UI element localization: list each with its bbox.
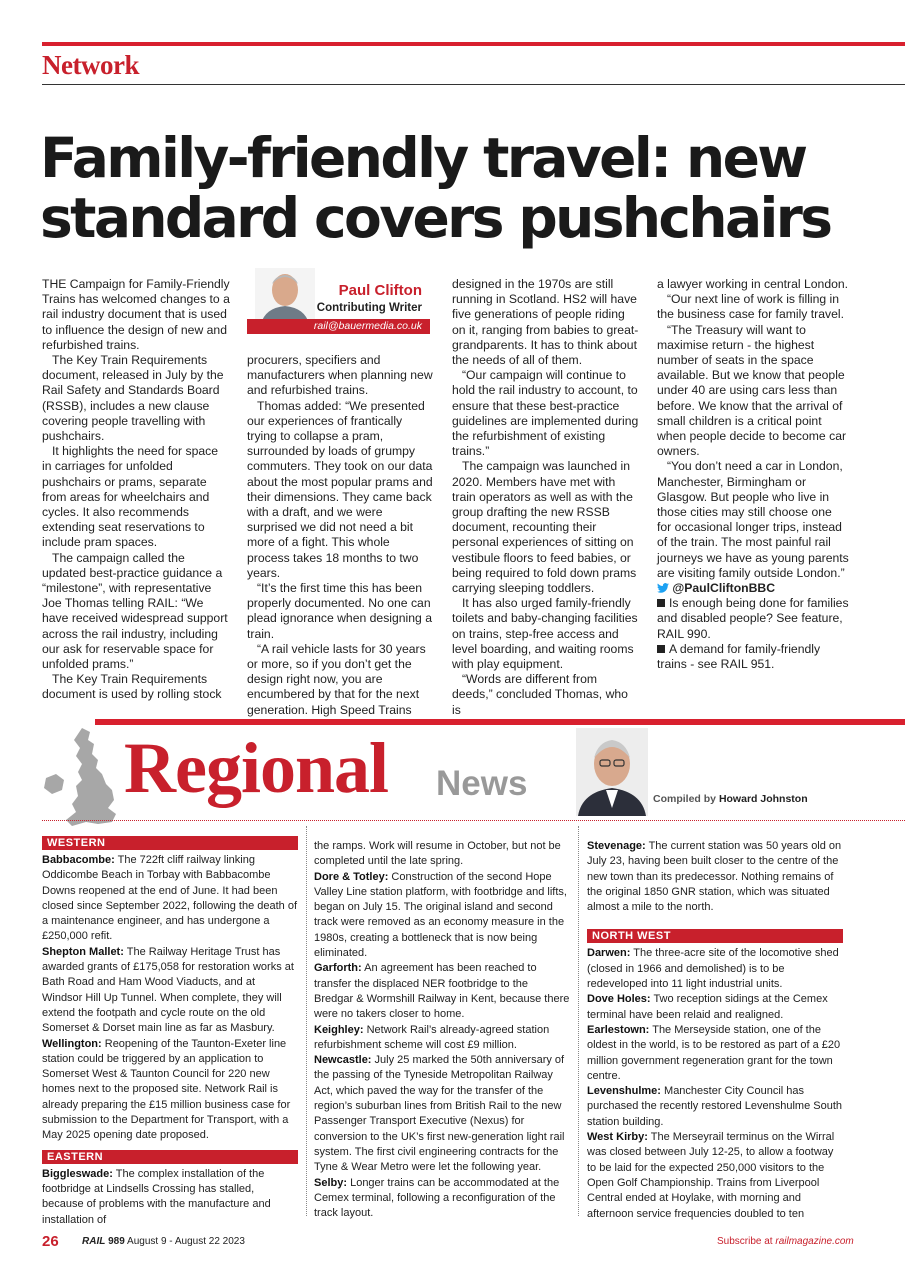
- news-item: Dore & Totley: Construction of the second Hope Valley Line station platform, with footbridge and lifts, began on July 15. The original island and second track were removed as an economy measure in the 1980s, creating a bottleneck that is now being eliminated.: [314, 870, 567, 960]
- article-column-3: [452, 277, 640, 718]
- paragraph: “The Treasury will want to maximise return - the highest number of seats in the space available. But we know that people under 40 are using cars less than before. We know that the arrival of small children is a critical point when people decide to become car owners.: [657, 322, 847, 459]
- issue-number: 989: [108, 1236, 125, 1247]
- compiled-by: [653, 793, 808, 805]
- paragraph: “Our next line of work is filling in the business case for family travel.: [657, 292, 844, 322]
- paragraph: procurers, specifiers and manufacturers when planning new and refurbished trains.: [247, 353, 433, 398]
- news-item: West Kirby: The Merseyrail terminus on the Wirral was closed between July 12-25, to allow a footway to be laid for the expected 250,000 visitors to the Open Golf Championship. Trains from Liverpool Central ended at Hoylake, with morning and afternoon service frequencies doubled to ten: [587, 1131, 835, 1220]
- paragraph: THE Campaign for Family-Friendly Trains has welcomed changes to a rail industry document that is used to influence the design of new and refurbished trains.: [42, 277, 230, 352]
- news-title: News: [436, 764, 528, 803]
- news-item: Keighley: Network Rail’s already-agreed station refurbishment scheme will cost £9 million.: [314, 1023, 550, 1051]
- issue-dates: August 9 - August 22 2023: [127, 1236, 245, 1247]
- column-divider: [306, 826, 307, 1216]
- news-item: Shepton Mallet: The Railway Heritage Trust has awarded grants of £175,058 for restoration works at Bath Road and Ham Wood Viaducts, and at Windsor Hill Up Tunnel. When complete, they will extend the footpath and cycle route on the old Somerset & Dorset main line as far as Masbury.: [42, 945, 294, 1035]
- regional-column-1: [42, 836, 298, 1228]
- article-column-2: [247, 353, 433, 718]
- paragraph: “Our campaign will continue to hold the rail industry to account, to ensure that these best-practice guidelines are implemented during the refurbishment of existing trains.”: [452, 368, 639, 459]
- paragraph: “A rail vehicle lasts for 30 years or more, so if you don’t get the design right now, you are encumbered by that for the next generation. High Speed Trains: [247, 641, 426, 717]
- related-text: Is enough being done for families and disabled people? See feature, RAIL 990.: [657, 596, 849, 641]
- paragraph: The campaign called the updated best-practice guidance a “milestone”, with representative Joe Thomas telling RAIL: “We have received widespread support across the rail industry, including our ask for reservable space for unfolded prams.”: [42, 550, 228, 672]
- paragraph: “You don’t need a car in London, Manchester, Birmingham or Glasgow. But people who live in those cities may still choose one for occasional longer trips, instead of the train. The most painful rail journeys we have as young parents are visiting family outside London.”: [657, 459, 849, 580]
- compiled-prefix: Compiled by: [653, 793, 717, 805]
- author-name: Paul Clifton: [338, 282, 422, 299]
- paragraph: “Words are different from deeds,” concluded Thomas, who is: [452, 672, 628, 717]
- paragraph: It has also urged family-friendly toilets and baby-changing facilities on trains, step-free access and level boarding, and waiting rooms with play equipment.: [452, 596, 638, 672]
- related-text: A demand for family-friendly trains - see RAIL 951.: [657, 641, 821, 672]
- news-item: Earlestown: The Merseyside station, one of the oldest in the world, is to be restored as part of a £20 million government regeneration grant for the town centre.: [587, 1023, 841, 1082]
- column-divider: [578, 826, 579, 1216]
- regional-column-2: [314, 839, 570, 1221]
- subscribe-link[interactable]: [717, 1236, 854, 1247]
- paragraph: a lawyer working in central London.: [657, 277, 849, 291]
- top-rule: [42, 42, 905, 46]
- paragraph: designed in the 1970s are still running in Scotland. HS2 will have five generations of people riding on it, ranging from babies to great-grandparents. It has to think about the needs of all of them.: [452, 277, 639, 368]
- magazine-name: RAIL: [82, 1236, 106, 1247]
- news-item: Wellington: Reopening of the Taunton-Exeter line station could be triggered by an application to Somerset West & Taunton Council for 220 new homes next to the proposed site. Network Rail is already preparing the £15 million business case for submission to the Department for Transport, with a May 2025 opening date proposed.: [42, 1037, 291, 1142]
- section-rule: [42, 84, 905, 85]
- news-item: Selby: Longer trains can be accommodated at the Cemex terminal, following a reconfiguration of the track layout.: [314, 1176, 560, 1220]
- news-item: Darwen: The three-acre site of the locomotive shed (closed in 1966 and demolished) is to be redeveloped into 11 light industrial units.: [587, 947, 839, 991]
- region-tag-western: WESTERN: [42, 836, 298, 850]
- article-column-4: [657, 277, 849, 672]
- paragraph: The Key Train Requirements document, released in July by the Rail Safety and Standards Board (RSSB), includes a new clause covering people travelling with pushchairs.: [42, 353, 224, 444]
- news-item: Garforth: An agreement has been reached to transfer the displaced NER footbridge to the Bredgar & Wormshill Railway in Kent, because there were no takers closer to home.: [314, 962, 570, 1021]
- regional-title: Regional: [124, 728, 389, 808]
- author-email[interactable]: rail@bauermedia.co.uk: [313, 320, 422, 332]
- region-tag-eastern: EASTERN: [42, 1150, 298, 1164]
- paragraph: Thomas added: “We presented our experiences of frantically trying to collapse a pram, surrounded by loads of grumpy commuters. They took on our data about the most popular prams and their dimensions. They came back with a draft, and we were surprised we did not need a bit more of a fight. This whole process takes 18 months to two years.: [247, 398, 433, 580]
- twitter-bird-icon: [657, 583, 669, 593]
- compiler-photo: [576, 728, 648, 816]
- subscribe-prefix: Subscribe at: [717, 1236, 773, 1247]
- twitter-handle[interactable]: [657, 581, 849, 596]
- author-email-bar: [247, 319, 430, 334]
- uk-map-icon: [42, 724, 120, 832]
- page-number: 26: [42, 1233, 59, 1250]
- paragraph: The campaign was launched in 2020. Members have met with train operators as well as with the group drafting the new RSSB document, recounting their personal experiences of sitting on vestibule floors to feed babies, or being required to fold down prams carrying sleeping toddlers.: [452, 459, 637, 596]
- related-item: [657, 642, 849, 672]
- paragraph: “It’s the first time this has been properly documented. No one can plead ignorance when designing a train.: [247, 581, 432, 641]
- headline: Family-friendly travel: new standard covers pushchairs: [40, 126, 831, 250]
- issue-info: [82, 1236, 245, 1247]
- news-item: Stevenage: The current station was 50 years old on July 23, having been built closer to the centre of the new town than its predecessor. Nothing remains of the original 1850 GNR station, which was situated almost a mile to the north.: [587, 840, 842, 914]
- author-role: Contributing Writer: [316, 302, 422, 314]
- compiled-name: Howard Johnston: [718, 793, 808, 805]
- paragraph: The Key Train Requirements document is used by rolling stock: [42, 672, 222, 702]
- news-item: Levenshulme: Manchester City Council has purchased the recently restored Levenshulme South station building.: [587, 1085, 842, 1128]
- news-item: Babbacombe: The 722ft cliff railway linking Oddicombe Beach in Torbay with Babbacombe Downs reopened at the end of June. It had been closed since September 2022, following the death of a maintenance engineer, and has undergone a £250,000 refit.: [42, 854, 297, 943]
- section-label: Network: [42, 50, 139, 80]
- regional-top-rule: [95, 719, 905, 725]
- dotted-rule: [42, 820, 905, 821]
- news-item: Dove Holes: Two reception sidings at the Cemex terminal have been relaid and realigned.: [587, 993, 828, 1021]
- paragraph: It highlights the need for space in carriages for unfolded pushchairs or prams, separate from areas for wheelchairs and cycles. It also recommends extending seat reservations to include pram spaces.: [42, 444, 218, 550]
- bullet-square-icon: [657, 645, 665, 653]
- related-item: [657, 596, 849, 642]
- author-photo: [255, 268, 315, 324]
- news-item: the ramps. Work will resume in October, but not be completed until the late spring.: [314, 840, 561, 868]
- region-tag-north-west: NORTH WEST: [587, 929, 843, 943]
- bullet-square-icon: [657, 599, 665, 607]
- news-item: Biggleswade: The complex installation of the footbridge at Lindsells Crossing has stalled, because of problems with the manufacture and installation of: [42, 1167, 271, 1226]
- twitter-handle-text: @PaulCliftonBBC: [672, 581, 775, 596]
- regional-column-3: [587, 839, 843, 1222]
- subscribe-site: railmagazine.com: [775, 1236, 854, 1247]
- article-column-1: [42, 277, 230, 703]
- byline-box: [247, 268, 430, 334]
- news-item: Newcastle: July 25 marked the 50th anniversary of the passing of the Tyneside Metropolitan Railway Act, which paved the way for the transfer of the region’s suburban lines from British Rail to the new Passenger Transport Executive (Nexus) for conversion to the UK’s first new-generation light rail system. The first civil engineering contracts for the Tyne & Wear Metro were let the following year.: [314, 1054, 565, 1174]
